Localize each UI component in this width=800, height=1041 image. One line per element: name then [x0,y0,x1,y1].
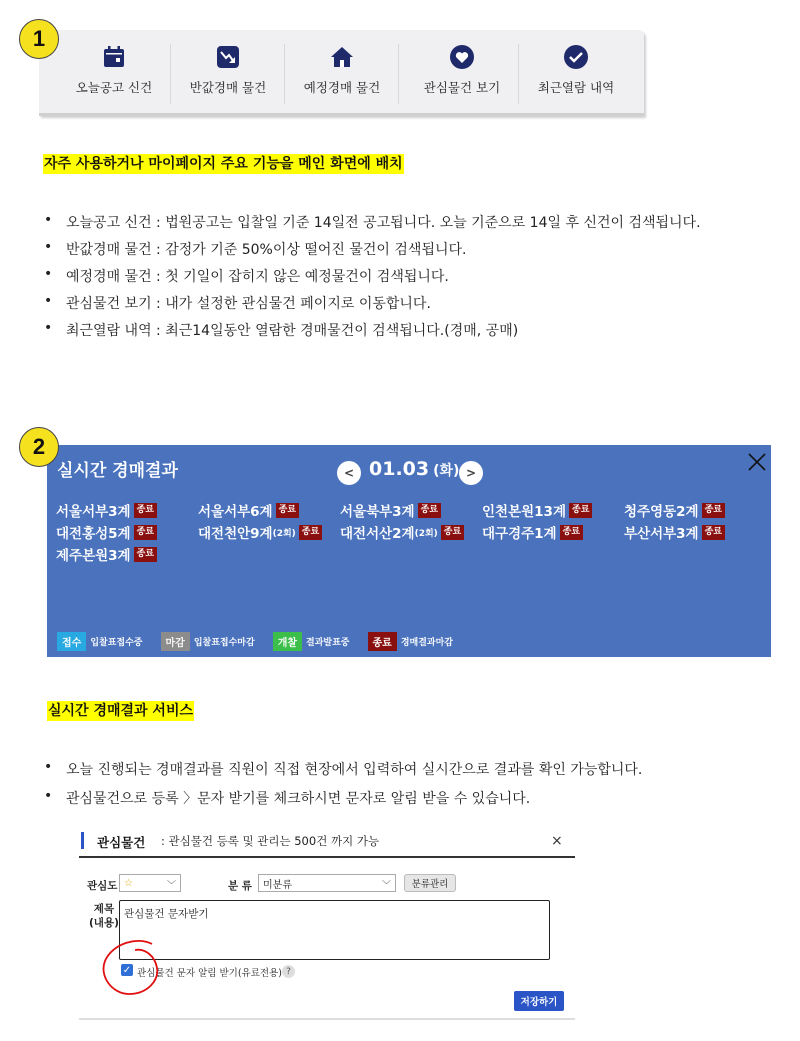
status-badge: 종료 [276,503,299,518]
court-result[interactable] [198,500,299,520]
heart-icon [449,44,475,70]
status-badge: 종료 [560,525,583,540]
help-icon[interactable]: ? [282,965,295,978]
toolbar-label: 관심물건 보기 [423,80,501,95]
legend-item [368,632,454,651]
status-badge: 종료 [299,525,322,540]
status-badge: 종료 [134,503,157,518]
court-name: 서울서부3계 [56,504,131,520]
court-result[interactable] [340,500,441,520]
panel-day: (화) [433,463,460,479]
dialog-header [79,826,575,858]
court-name: 대전천안9계 [198,526,273,542]
toolbar-label: 반값경매 물건 [189,80,267,95]
section1-heading: 자주 사용하거나 마이페이지 주요 기능을 메인 화면에 배치 [44,156,403,172]
court-result[interactable] [482,500,592,520]
category-manage-button[interactable]: 분류관리 [404,874,456,892]
interest-select[interactable] [119,874,181,892]
close-icon[interactable] [747,452,767,472]
sms-alert-label: 관심물건 문자 알림 받기(유료전용) [137,968,282,979]
legend-chip: 마감 [161,632,190,651]
toolbar-scheduled[interactable] [297,44,387,104]
close-icon[interactable]: × [551,833,563,849]
step-badge-2: 2 [19,427,59,467]
court-name: 인천본원13계 [482,504,566,520]
dialog-subtitle: : 관심물건 등록 및 관리는 500건 까지 가능 [161,834,380,848]
court-result[interactable] [340,522,464,542]
status-badge: 종료 [134,547,157,562]
home-icon [329,44,355,70]
category-label: 분 류 [228,880,252,892]
interest-label: 관심도 [87,880,118,892]
court-name: 서울북부3계 [340,504,415,520]
favorite-item-dialog [79,826,575,1019]
next-date-button[interactable]: > [459,461,483,485]
dialog-title: 관심물건 [97,835,146,850]
step-badge-1: 1 [19,19,59,59]
memo-label-line1: 제목 [93,903,115,915]
list-item: • 관심물건 보기 : 내가 설정한 관심물건 페이지로 이동합니다. [44,293,701,320]
toolbar-divider [284,44,285,104]
toolbar-label: 최근열람 내역 [537,80,615,95]
court-name: 부산서부3계 [624,526,699,542]
category-select[interactable] [258,874,396,892]
court-name: 청주영동2계 [624,504,699,520]
sms-alert-checkbox[interactable]: ✓ [122,964,132,976]
court-result[interactable] [624,522,725,542]
chevron-down-icon: ﹀ [166,881,176,891]
realtime-results-panel [47,445,771,657]
list-item: • 오늘 진행되는 경매결과를 직원이 직접 현장에서 입력하여 실시간으로 결과를 확인 가능합니다. [44,759,642,788]
panel-title: 실시간 경매결과 [57,461,178,481]
status-badge: 종료 [134,525,157,540]
toolbar-divider [398,44,399,104]
star-icon: ☆ [124,877,133,889]
court-result[interactable] [56,544,157,564]
toolbar-favorites[interactable] [417,44,507,104]
status-legend [57,632,471,651]
toolbar-half-price[interactable] [183,44,273,104]
status-badge: 종료 [418,503,441,518]
round-count: (2회) [272,528,296,539]
court-name: 제주본원3계 [56,548,131,564]
court-name: 대전서산2계 [340,526,415,542]
panel-date: 01.03 [369,458,430,480]
list-item: • 오늘공고 신건 : 법원공고는 입찰일 기준 14일전 공고됩니다. 오늘 기준으로 14일 후 신건이 검색됩니다. [44,212,701,239]
chevron-down-icon: ﹀ [381,881,391,891]
court-name: 서울서부6계 [198,504,273,520]
date-display [369,458,459,480]
calendar-icon [101,44,127,70]
quick-menu-toolbar [39,30,644,116]
legend-desc: 입찰표접수중 [90,638,143,648]
toolbar-label: 오늘공고 신건 [75,80,153,95]
list-item: • 최근열람 내역 : 최근14일동안 열람한 경매물건이 검색됩니다.(경매, 공매) [44,320,701,347]
status-badge: 종료 [702,525,725,540]
list-item: • 반값경매 물건 : 감정가 기준 50%이상 떨어진 물건이 검색됩니다. [44,239,701,266]
section2-bullet-list [44,759,642,817]
list-item: • 예정경매 물건 : 첫 기일이 잡히지 않은 예정물건이 검색됩니다. [44,266,701,293]
legend-item [57,632,143,651]
status-badge: 종료 [441,525,464,540]
court-result[interactable] [56,522,157,542]
round-count: (2회) [414,528,438,539]
toolbar-label: 예정경매 물건 [303,80,381,95]
memo-label-line2: (내용) [89,917,119,929]
check-circle-icon [563,44,589,70]
court-result[interactable] [624,500,725,520]
court-result[interactable] [482,522,583,542]
list-item: • 관심물건으로 등록 〉문자 받기를 체크하시면 문자로 알림 받을 수 있습니다. [44,788,642,817]
court-result[interactable] [198,522,322,542]
memo-label [89,902,119,930]
toolbar-recent[interactable] [531,44,621,104]
red-circle-annotation [97,936,177,1006]
section2-heading: 실시간 경매결과 서비스 [48,703,193,719]
status-badge: 종료 [702,503,725,518]
dialog-bottom-border [79,1018,575,1020]
category-value: 미분류 [263,879,292,891]
save-button[interactable]: 저장하기 [514,991,564,1011]
header-accent-bar [81,832,84,849]
section1-bullet-list [44,212,701,347]
legend-desc: 결과발표중 [306,638,350,648]
court-name: 대구경주1계 [482,526,557,542]
legend-chip: 개찰 [273,632,302,651]
legend-desc: 경매결과마감 [400,638,453,648]
toolbar-today-new[interactable] [69,44,159,104]
court-name: 대전홍성5계 [56,526,131,542]
legend-item [161,632,255,651]
legend-chip: 접수 [57,632,86,651]
memo-textarea[interactable]: 관심물건 문자받기 [119,900,550,960]
legend-desc: 입찰표접수마감 [193,638,255,648]
toolbar-divider [170,44,171,104]
status-badge: 종료 [569,503,592,518]
court-result[interactable] [56,500,157,520]
toolbar-divider [518,44,519,104]
legend-item [273,632,350,651]
prev-date-button[interactable]: < [337,461,361,485]
legend-chip: 종료 [368,632,397,651]
trend-down-icon [215,44,241,70]
